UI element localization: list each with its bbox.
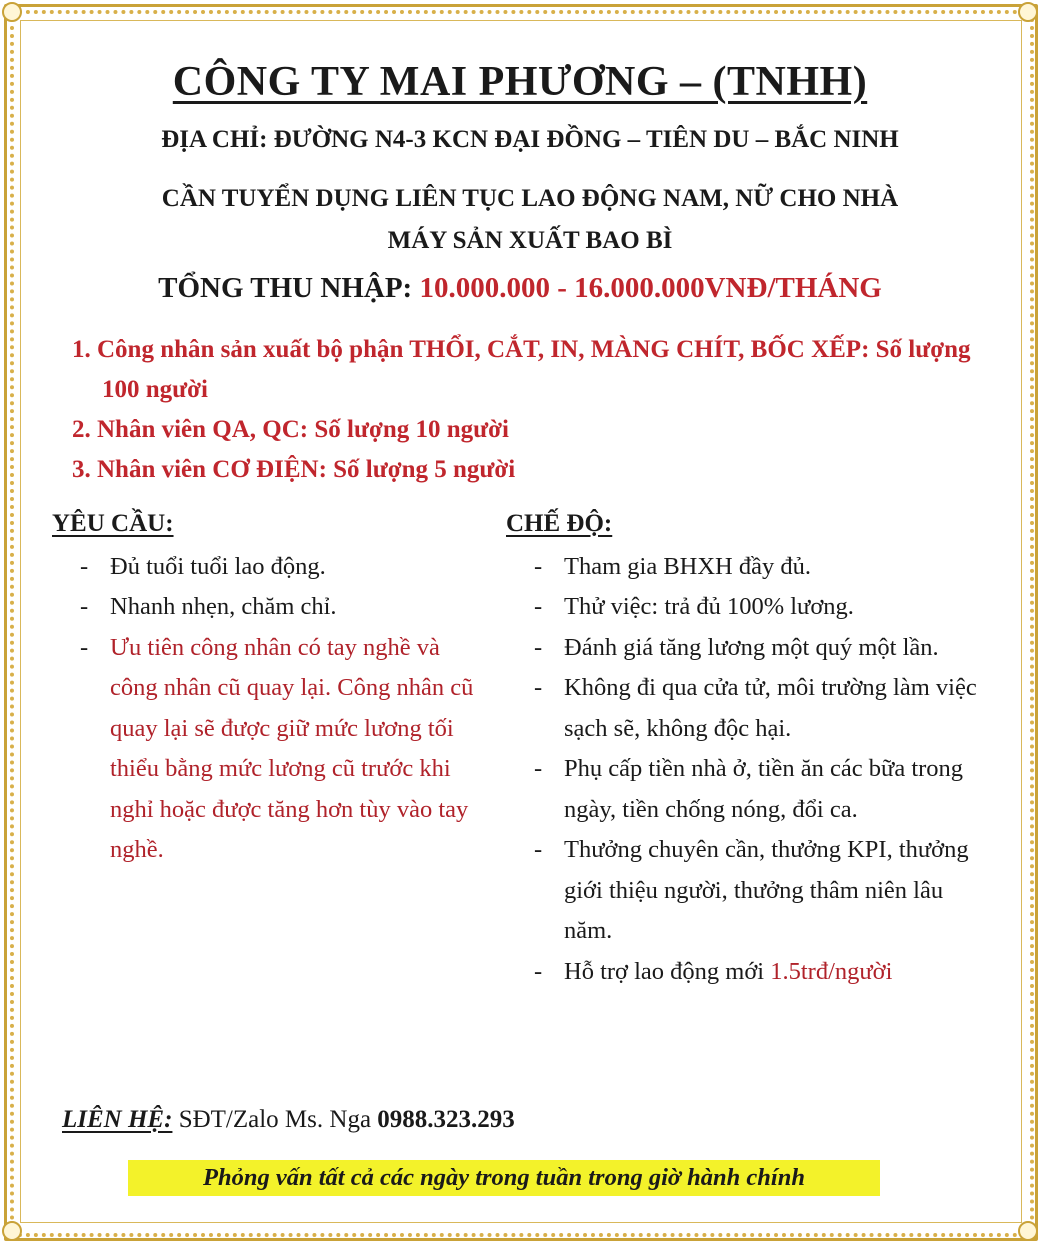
benefit-text: Hỗ trợ lao động mới (564, 957, 765, 985)
job-item: 1. Công nhân sản xuất bộ phận THỔI, CẮT, IN, MÀNG CHÍT, BỐC XẾP: Số lượng 100 người (72, 336, 971, 403)
bullet-dash: - (80, 552, 89, 580)
contact-phone: 0988.323.293 (377, 1106, 515, 1133)
benefit-text: Đánh giá tăng lương một quý một lần. (564, 633, 939, 661)
contact-label: LIÊN HỆ: (62, 1106, 173, 1133)
interview-note: Phỏng vấn tất cả các ngày trong tuần trong giờ hành chính (128, 1160, 880, 1196)
benefit-text: Tham gia BHXH đầy đủ. (564, 552, 811, 580)
benefit-item (506, 749, 986, 830)
benefit-item (506, 668, 986, 749)
requirement-item (52, 587, 497, 628)
job-list (72, 330, 992, 490)
bullet-dash: - (80, 593, 89, 620)
hiring-announcement (70, 178, 990, 262)
contact-text: SĐT/Zalo Ms. Nga (178, 1106, 372, 1133)
benefit-item (506, 547, 986, 588)
income-value: 10.000.000 - 16.000.000VNĐ/THÁNG (419, 272, 882, 304)
benefit-text: Thưởng chuyên cần, thưởng KPI, thưởng giới thiệu người, thưởng thâm niên lâu năm. (564, 836, 969, 944)
benefit-text: Phụ cấp tiền nhà ở, tiền ăn các bữa trong ngày, tiền chống nóng, đổi ca. (564, 755, 964, 823)
benefit-item (506, 628, 986, 669)
bullet-dash: - (534, 633, 543, 661)
bullet-dash: - (534, 552, 543, 580)
hiring-line: CẦN TUYỂN DỤNG LIÊN TỤC LAO ĐỘNG NAM, NỮ CHO NHÀ (161, 185, 899, 212)
requirement-item (52, 628, 497, 871)
hiring-line: MÁY SẢN XUẤT BAO BÌ (387, 227, 673, 254)
contact-line (62, 1106, 982, 1134)
bullet-dash: - (534, 593, 543, 620)
support-amount: 1.5trđ/người (770, 957, 893, 985)
benefit-item (506, 830, 986, 952)
job-item: 2. Nhân viên QA, QC: Số lượng 10 người (72, 416, 509, 443)
income-label: TỔNG THU NHẬP: (158, 272, 413, 304)
requirements-section (52, 504, 497, 871)
benefit-text: Không đi qua cửa tử, môi trường làm việc sạch sẽ, không độc hại. (564, 674, 977, 742)
requirement-item (52, 547, 497, 588)
benefit-text: Thử việc: trả đủ 100% lương. (564, 593, 854, 620)
requirements-heading: YÊU CẦU: (52, 510, 174, 537)
benefit-item (506, 587, 986, 628)
requirement-text: Nhanh nhẹn, chăm chỉ. (110, 593, 337, 620)
benefit-item (506, 952, 986, 993)
benefits-section (506, 504, 986, 992)
bullet-dash: - (534, 755, 543, 782)
bullet-dash: - (534, 957, 543, 985)
company-title: CÔNG TY MAI PHƯƠNG – (TNHH) (172, 59, 868, 105)
bullet-dash: - (534, 836, 543, 863)
job-item: 3. Nhân viên CƠ ĐIỆN: Số lượng 5 người (72, 456, 516, 483)
bullet-dash: - (80, 633, 89, 661)
bullet-dash: - (534, 674, 543, 701)
total-income (0, 272, 1040, 305)
benefits-heading: CHẾ ĐỘ: (506, 510, 613, 537)
requirement-text: Ưu tiên công nhân có tay nghề và công nhân cũ quay lại. Công nhân cũ quay lại sẽ được giữ mức lương tối thiểu bằng mức lương cũ trước khi nghỉ hoặc được tăng hơn tùy vào tay nghề. (110, 633, 474, 863)
requirement-text: Đủ tuổi tuổi lao động. (110, 552, 326, 580)
company-address: ĐỊA CHỈ: ĐƯỜNG N4-3 KCN ĐẠI ĐỒNG – TIÊN DU – BẮC NINH (161, 126, 899, 153)
